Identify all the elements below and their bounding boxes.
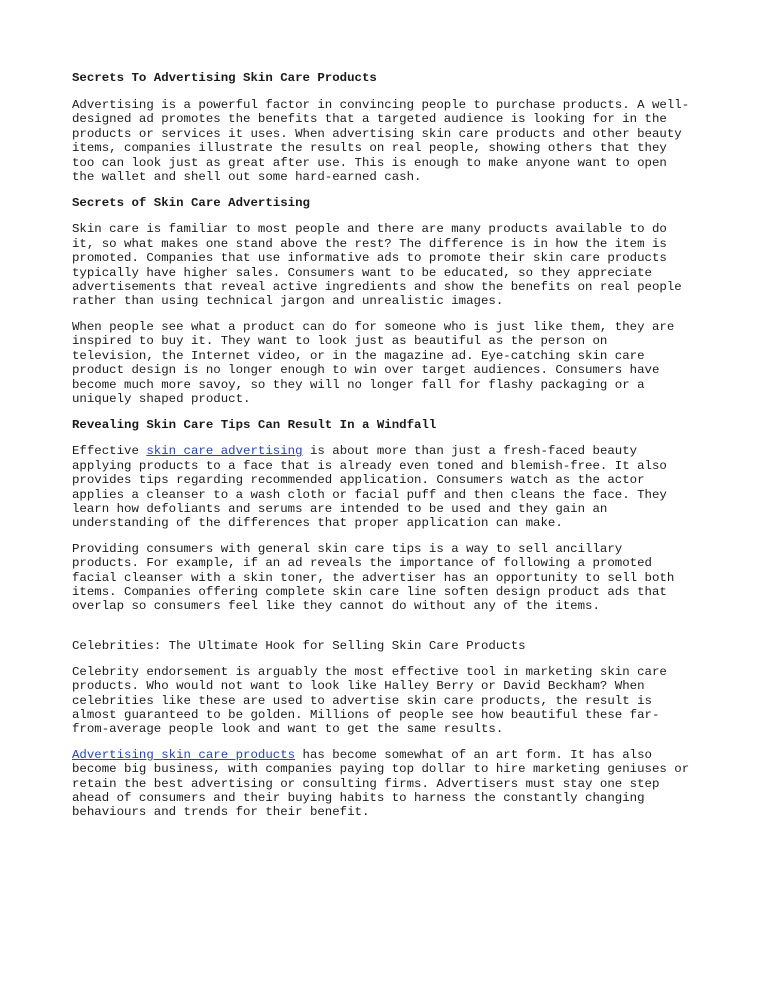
paragraph — [72, 444, 712, 530]
paragraph: When people see what a product can do for someone who is just like them, they are inspired to buy it. They want to look just as beautiful as the person on television, the Internet video, or in the magazine ad. Eye-catching skin care product design is no longer enough to win over target audiences. Consumers have become much more savoy, so they will no longer fall for flashy packaging or a uniquely shaped product. — [72, 319, 675, 406]
section-heading-celebrities: Celebrities: The Ultimate Hook for Selling Skin Care Products — [72, 638, 526, 653]
spacer — [72, 625, 712, 638]
paragraph-text: is about more than just a fresh-faced beauty applying products to a face that is already even toned and blemish-free. It also provides tips regarding recommended application. Consumers watch as the actor applies a cleanser to a wash cloth or facial puff and then cleans the face. They learn how defoliants and serums are intended to be used and they gain an understanding of the differences that proper application can make. — [72, 444, 667, 531]
paragraph: Celebrity endorsement is arguably the most effective tool in marketing skin care products. Who would not want to look like Halley Berry or David Beckham? When celebrities like these are used to advertise skin care products, the result is almost guaranteed to be golden. Millions of people see how beautiful these far- from-average people look and want to get the same results. — [72, 664, 667, 737]
document-page — [72, 70, 712, 831]
paragraph-text: Effective — [72, 444, 147, 459]
paragraph — [72, 748, 712, 820]
skin-care-advertising-link[interactable]: skin care advertising — [146, 444, 303, 459]
intro-paragraph: Advertising is a powerful factor in convincing people to purchase products. A well- designed ad promotes the benefits that a targeted audience is looking for in the products or services it uses. When advertising skin care products and other beauty items, companies illustrate the results on real people, showing others that they too can look just as great after use. This is enough to make anyone want to open the wallet and shell out some hard-earned cash. — [72, 98, 690, 185]
section-heading-tips: Revealing Skin Care Tips Can Result In a Windfall — [72, 418, 437, 433]
paragraph: Skin care is familiar to most people and there are many products available to do it, so what makes one stand above the rest? The difference is in how the item is promoted. Companies that use informative ads to promote their skin care products typically have higher sales. Consumers want to be educated, so they appreciate advertisements that reveal active ingredients and show the benefits on real people rather than using technical jargon and unrealistic images. — [72, 222, 682, 309]
paragraph-text: has become somewhat of an art form. It has also become big business, with companies paying top dollar to hire marketing geniuses or retain the best advertising or consulting firms. Advertisers must stay one step ahead of consumers and their buying habits to harness the constantly changing behaviours and trends for their benefit. — [72, 747, 690, 820]
advertising-skin-care-products-link[interactable]: Advertising skin care products — [72, 747, 296, 762]
section-heading-secrets: Secrets of Skin Care Advertising — [72, 196, 310, 211]
document-title: Secrets To Advertising Skin Care Products — [72, 71, 377, 85]
paragraph: Providing consumers with general skin care tips is a way to sell ancillary products. For example, if an ad reveals the importance of following a promoted facial cleanser with a skin toner, the advertiser has an opportunity to sell both items. Companies offering complete skin care line soften design product ads that overlap so consumers feel like they cannot do without any of the items. — [72, 541, 675, 614]
